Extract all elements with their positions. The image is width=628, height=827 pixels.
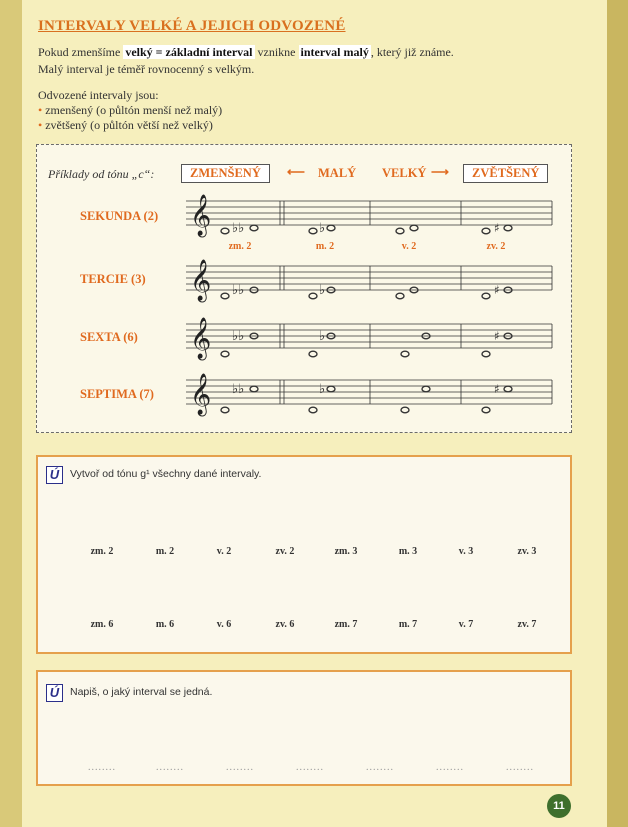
arrow-left-icon: ⟵ [287, 165, 305, 179]
task1-label: zv. 3 [517, 546, 537, 557]
intro-line-2: Malý interval je téměř rovnocenný s velkým. [38, 62, 255, 76]
intro-text: vznikne [257, 45, 296, 59]
task1-label: zm. 6 [90, 619, 114, 630]
svg-text:♭♭: ♭♭ [232, 221, 245, 236]
caption-maj-2: v. 2 [401, 241, 417, 252]
task-icon: Ú [46, 466, 63, 484]
task1-label: zm. 7 [334, 619, 358, 630]
row-label-third: TERCIE (3) [80, 272, 146, 286]
answer-blank[interactable]: ........ [156, 762, 184, 773]
task1-label: m. 6 [155, 619, 175, 630]
staff-sixth [186, 317, 552, 360]
task1-label: zm. 2 [90, 546, 114, 557]
svg-text:♭♭: ♭♭ [232, 329, 245, 344]
answer-blank[interactable]: ........ [506, 762, 534, 773]
svg-text:𝄞: 𝄞 [190, 318, 212, 359]
task1-label: zv. 2 [275, 546, 295, 557]
bullet-icon: • [38, 118, 43, 132]
intro-text: , který již známe. [370, 45, 454, 59]
staff-seventh [186, 373, 552, 416]
svg-text:♭♭: ♭♭ [232, 283, 245, 298]
answer-blank[interactable]: ........ [296, 762, 324, 773]
svg-text:♭: ♭ [319, 329, 326, 344]
row-label-sixth: SEXTA (6) [80, 330, 138, 344]
task1-label: m. 3 [398, 546, 418, 557]
page-title: INTERVALY VELKÉ A JEJICH ODVOZENÉ [38, 18, 346, 34]
header-minor: MALÝ [318, 166, 357, 180]
header-augmented: ZVĚTŠENÝ [463, 164, 548, 183]
examples-label: Příklady od tónu „c“: [48, 167, 155, 181]
task1-label: v. 2 [216, 546, 232, 557]
intro-line-3: Odvozené intervaly jsou: [38, 88, 159, 102]
svg-text:𝄞: 𝄞 [190, 374, 212, 415]
header-diminished: ZMENŠENÝ [181, 164, 270, 183]
svg-text:♭♭: ♭♭ [232, 382, 245, 397]
highlight-major: velký = základní interval [125, 45, 253, 59]
intro-text: Pokud zmenšíme [38, 45, 121, 59]
bullet-text: zvětšený (o půltón větší než velký) [45, 118, 213, 132]
highlight-minor: interval malý [300, 45, 369, 59]
svg-text:♯: ♯ [494, 329, 500, 343]
page-number: 11 [547, 794, 571, 818]
caption-min-2: m. 2 [315, 241, 335, 252]
svg-text:♯: ♯ [494, 221, 500, 235]
task1-label: zv. 7 [517, 619, 537, 630]
bullet-icon: • [38, 103, 43, 117]
task1-label: v. 6 [216, 619, 232, 630]
bullet-text: zmenšený (o půltón menší než malý) [45, 103, 223, 117]
answer-blank[interactable]: ........ [226, 762, 254, 773]
staff-second [186, 194, 552, 237]
task1-instruction: Vytvoř od tónu g¹ všechny dané intervaly. [70, 468, 262, 480]
svg-text:♯: ♯ [494, 382, 500, 396]
task1-label: zm. 3 [334, 546, 358, 557]
svg-text:♯: ♯ [494, 283, 500, 297]
task2-instruction: Napiš, o jaký interval se jedná. [70, 686, 213, 698]
task-icon: Ú [46, 684, 63, 702]
caption-dim-2: zm. 2 [228, 241, 252, 252]
svg-text:♭: ♭ [319, 283, 326, 298]
task1-label: zv. 6 [275, 619, 295, 630]
caption-aug-2: zv. 2 [486, 241, 506, 252]
task1-label: v. 7 [458, 619, 474, 630]
staff-third [186, 259, 552, 302]
header-major: VELKÝ [382, 166, 427, 180]
answer-blank[interactable]: ........ [366, 762, 394, 773]
task1-label: m. 2 [155, 546, 175, 557]
row-label-seventh: SEPTIMA (7) [80, 387, 154, 401]
answer-blank[interactable]: ........ [88, 762, 116, 773]
answer-blank[interactable]: ........ [436, 762, 464, 773]
task1-label: m. 7 [398, 619, 418, 630]
arrow-right-icon: ⟶ [431, 165, 449, 179]
svg-text:♭: ♭ [319, 382, 326, 397]
svg-text:♭: ♭ [319, 221, 326, 236]
svg-text:𝄞: 𝄞 [190, 260, 212, 301]
svg-text:𝄞: 𝄞 [190, 195, 212, 236]
task1-label: v. 3 [458, 546, 474, 557]
row-label-second: SEKUNDA (2) [80, 209, 159, 223]
